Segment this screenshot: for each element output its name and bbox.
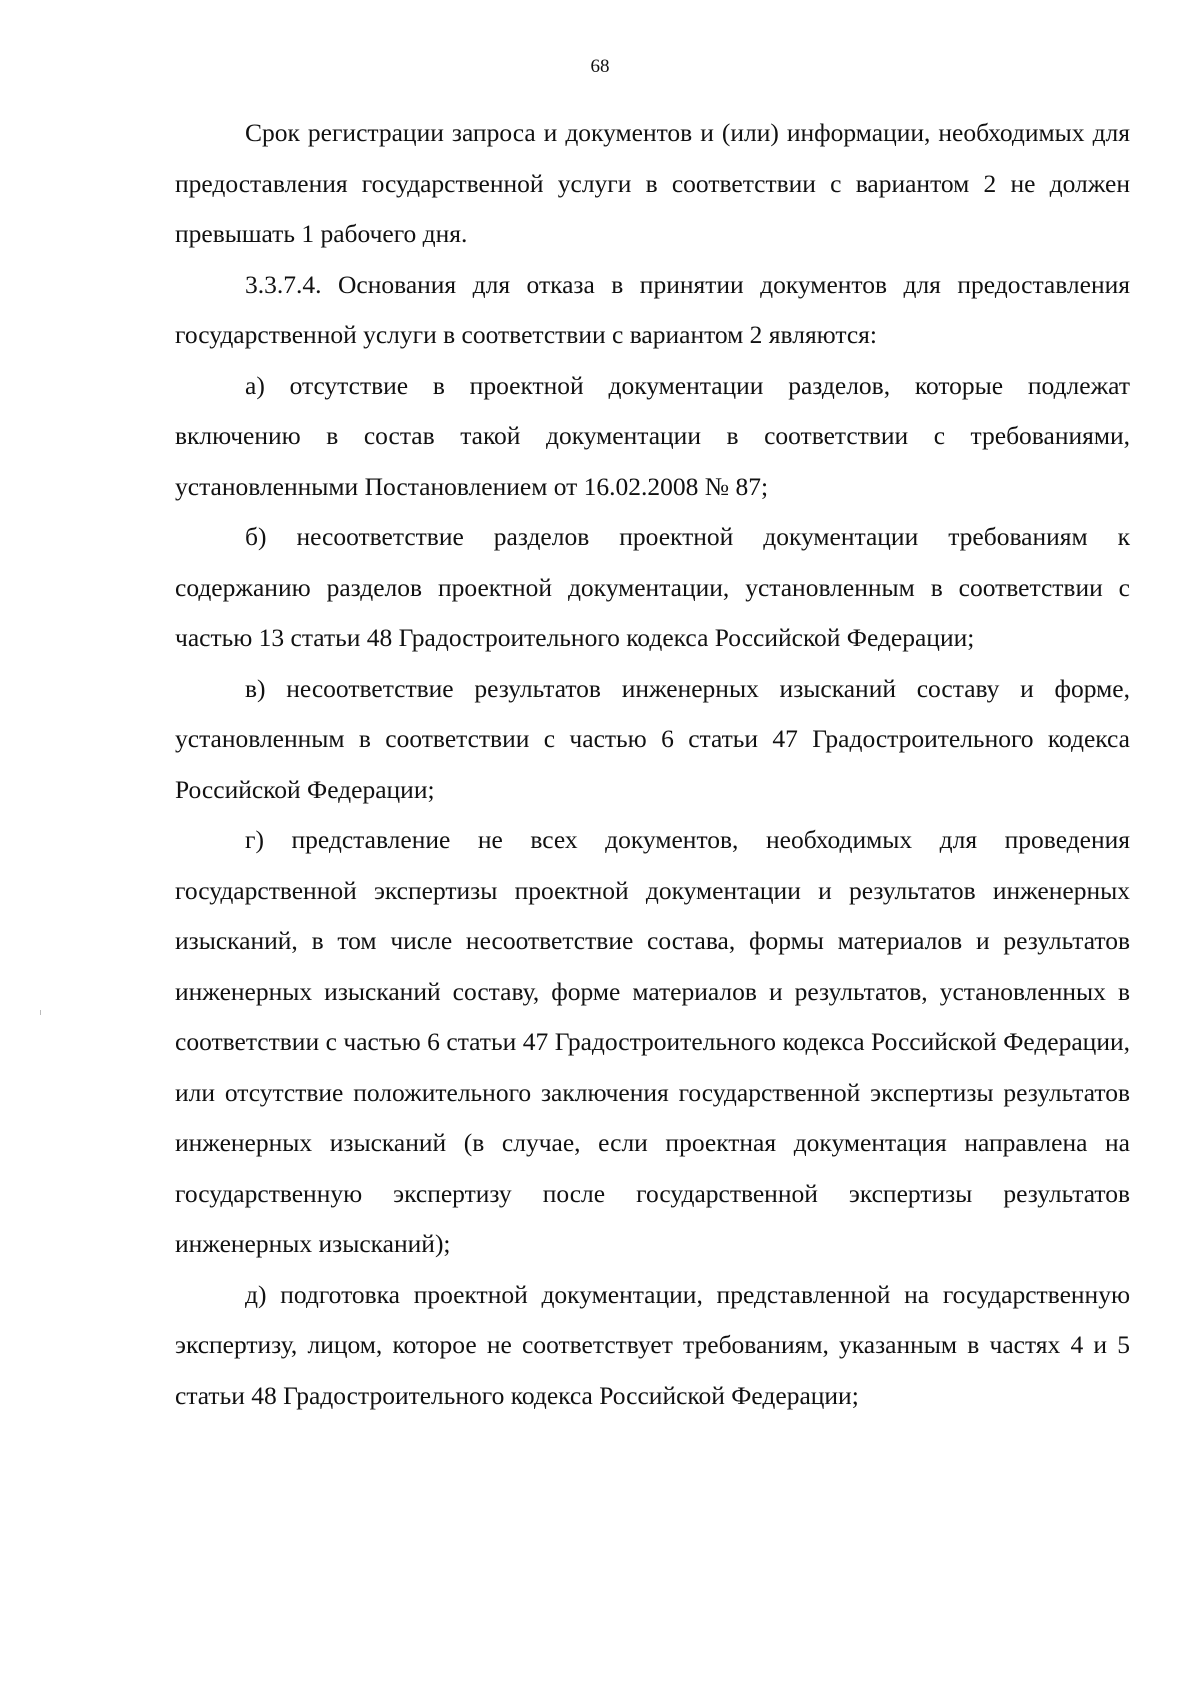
scan-artifact-mark bbox=[40, 1010, 41, 1015]
list-item-b: б) несоответствие разделов проектной документации требованиям к содержанию разделов проектной документации, установленным в соответствии с частью 13 статьи 48 Градостроительного кодекса Российской Федерации; bbox=[175, 522, 1130, 652]
paragraph-refusal-grounds: 3.3.7.4. Основания для отказа в принятии документов для предоставления государственной услуги в соответствии с вариантом 2 являются: bbox=[175, 269, 1130, 349]
list-item-g: г) представление не всех документов, необходимых для проведения государственной экспертизы проектной документации и результатов инженерных изысканий, в том числе несоответствие состава, формы материалов и результатов инженерных изысканий составу, форме материалов и результатов, установленных в соответствии с частью 6 статьи 47 Градостроительного кодекса Российской Федерации, или отсутствие положительного заключения государственной экспертизы результатов инженерных изысканий (в случае, если проектная документация направлена на государственную экспертизу после государственной экспертизы результатов инженерных изысканий); bbox=[175, 825, 1130, 1258]
list-item-a: а) отсутствие в проектной документации разделов, которые подлежат включению в состав такой документации в соответствии с требованиями, установленными Постановлением от 16.02.2008 № 87; bbox=[175, 370, 1130, 501]
list-item-d: д) подготовка проектной документации, представленной на государственную экспертизу, лицом, которое не соответствует требованиям, указанным в частях 4 и 5 статьи 48 Градостроительного кодекса Российской Федерации; bbox=[175, 1279, 1130, 1410]
page-number: 68 bbox=[590, 56, 610, 77]
paragraph-registration-term: Срок регистрации запроса и документов и (или) информации, необходимых для предоставления государственной услуги в соответствии с вариантом 2 не должен превышать 1 рабочего дня. bbox=[175, 118, 1130, 248]
list-item-v: в) несоответствие результатов инженерных изысканий составу и форме, установленным в соответствии с частью 6 статьи 47 Градостроительного кодекса Российской Федерации; bbox=[175, 673, 1130, 804]
document-body bbox=[175, 108, 1130, 1421]
